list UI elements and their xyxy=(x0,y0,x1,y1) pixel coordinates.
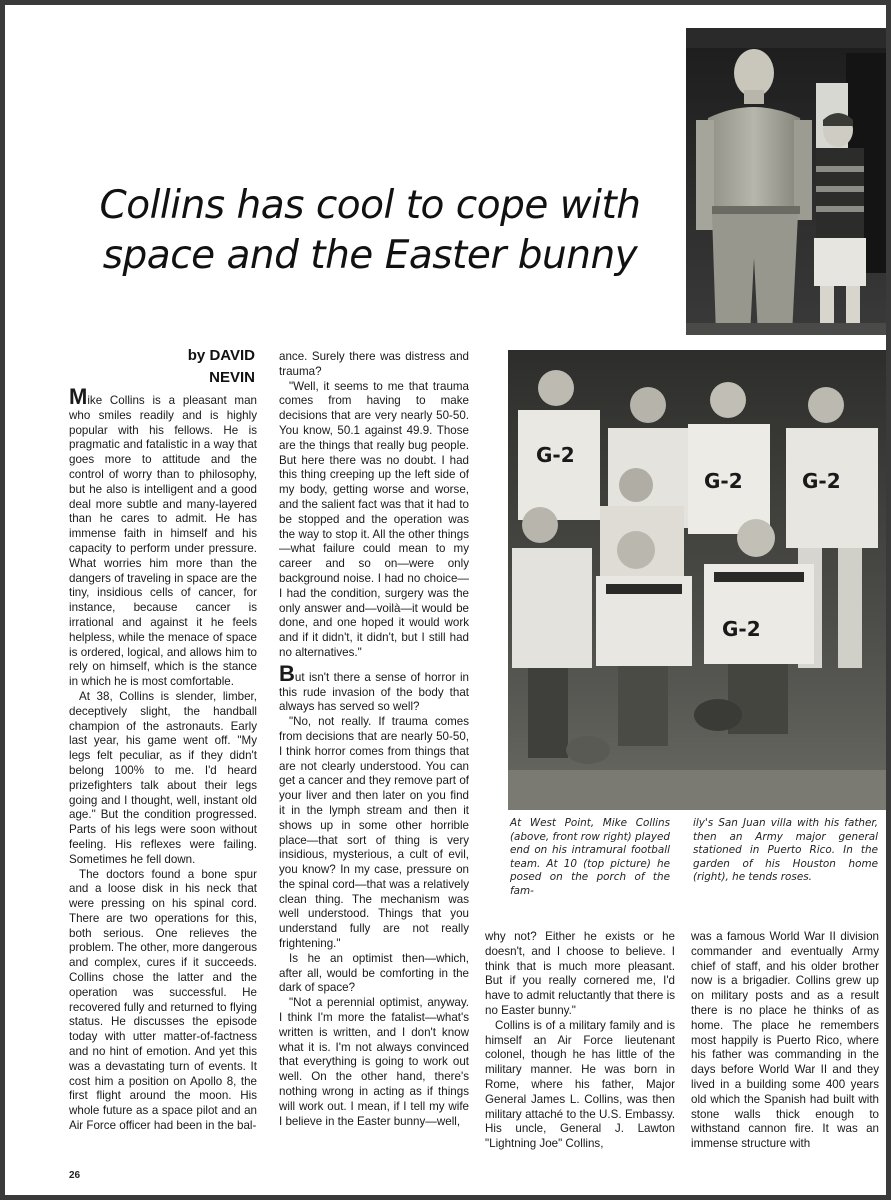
drop-cap: M xyxy=(69,384,88,409)
page-number: 26 xyxy=(69,1170,81,1181)
article-column-3 xyxy=(485,930,675,1182)
photo-caption-left: At West Point, Mike Collins (above, front row right) played end on his intramural football team. At 10 (top picture) he posed on the porch of the fam- xyxy=(510,817,670,897)
byline-line-2: NEVIN xyxy=(209,369,255,386)
article-column-4 xyxy=(691,930,879,1182)
article-paragraph: "Well, it seems to me that trauma comes from having to make decisions that are very nearly 50-50. You know, 50.1 against 49.9. Those are the things that really bug people. But here there was no doubt. I had this thing creeping up the left side of my body, getting worse and worse, and the salient fact was that it had to be stopped and the operation was the way to stop it. All the other things—what failure could mean to my career and so on—were only background noise. I had no choice—I had the condition, surgery was the only answer and—voilà—it would be done, and one hoped it would work and if it didn't, it didn't, but I still had no alternatives." xyxy=(279,379,469,659)
article-column-2 xyxy=(279,350,469,1182)
article-paragraph xyxy=(69,384,257,690)
article-paragraph: The doctors found a bone spur and a loose disk in his neck that were pressing on his spinal cord. There are two operations for this, both serious. One relieves the problem. The other, more dangerous and complex, cures if it succeeds. Collins chose the latter and the operation was successful. He recovered fully and returned to flying status. He discusses the episode today with utter matter-of-factness and no hint of emotion. And yet this was a devastating turn of events. It cost him a position on Apollo 8, the first flight around the moon. His whole future as a space pilot and an Air Force officer had been in the bal- xyxy=(69,867,257,1133)
photo-caption-right: ily's San Juan villa with his father, then an Army major general stationed in Puerto Rico. In the garden of his Houston home (right), he tends roses. xyxy=(693,817,878,884)
headline-line-2: space and the Easter bunny xyxy=(102,233,638,278)
article-paragraph: Is he an optimist then—which, after all, would be comforting in the dark of space? xyxy=(279,951,469,995)
jersey-text: G-2 xyxy=(722,617,761,641)
photo-man-and-boy-icon xyxy=(686,28,886,335)
article-paragraph: was a famous World War II division commander and eventually Army chief of staff, and his older brother now is a brigadier. Collins grew up on military posts and as a result there is no place he thinks of as home. The place he remembers most happily is Puerto Rico, where his father was commanding in the days before World War II and they lived in a building some 400 years old which the Spanish had built with stone walls thick enough to withstand cannon fire. It was an immense structure with xyxy=(691,930,879,1151)
paragraph-text: ike Collins is a pleasant man who smiles readily and is highly popular with his fellows. He is pragmatic and fatalistic in a way that goes more to attitude and the control of worry than to philosophy, but he also is intelligent and a good deal more subtle and many-layered than he cares to admit. He has immense faith in himself and his capacity to perform under pressure. What worries him more than the dangers of traveling in space are the tiny, insidious cells of cancer, for instance, because cancer is irrational and against it he feels helpless, while the menace of space is ordered, logical, and allows him to rely on himself, which is the stance in which he is most comfortable. xyxy=(69,394,257,689)
headline xyxy=(65,181,675,281)
article-paragraph: ance. Surely there was distress and trauma? xyxy=(279,350,469,378)
photo-football-team xyxy=(508,350,886,810)
article-paragraph xyxy=(279,660,469,715)
article-column-1 xyxy=(69,384,257,1180)
photo-football-team-icon xyxy=(508,350,886,810)
paragraph-text: ut isn't there a sense of horror in this rude invasion of the body that always has served so well? xyxy=(279,670,469,714)
article-paragraph: why not? Either he exists or he doesn't, and I choose to believe. I think that is much more pleasant. But if you really cornered me, I'd have to admit reluctantly that there is no Easter bunny." xyxy=(485,930,675,1017)
article-paragraph: "No, not really. If trauma comes from decisions that are nearly 50-50, I think horror comes from things that are not clearly understood. You can get a cancer and they remove part of your liver and then later on you find it in the lymph stream and then it shows up in some other horrible place—that sort of thing is very insidious, mysterious, a cult of evil, you know? In my case, pressure on the spinal cord—that was a relatively clean thing. The mechanism was well understood. Things that you understand fully are not really frightening." xyxy=(279,715,469,951)
headline-line-1: Collins has cool to cope with xyxy=(99,183,641,228)
article-paragraph: Collins is of a military family and is himself an Air Force lieutenant colonel, though he has little of the military manner. He was born in Rome, where his father, Major General James L. Collins, was then military attaché to the U.S. Embassy. His uncle, General J. Lawton "Lightning Joe" Collins, xyxy=(485,1018,675,1151)
byline xyxy=(125,345,255,389)
jersey-text: G-2 xyxy=(536,443,575,467)
magazine-page xyxy=(5,5,886,1195)
byline-line-1: by DAVID xyxy=(187,347,255,364)
jersey-text: G-2 xyxy=(704,469,743,493)
article-paragraph: At 38, Collins is slender, limber, deceptively slight, the handball champion of the astronauts. Early last year, his game went off. "My legs felt peculiar, as if they didn't belong 100% to me. I'd heard prizefighters talk about their legs going and I thought, well, instant old age." But the condition progressed. Parts of his legs were soon without feeling. His reflexes were failing. Sometimes he fell down. xyxy=(69,689,257,866)
jersey-text: G-2 xyxy=(802,469,841,493)
article-paragraph: "Not a perennial optimist, anyway. I think I'm more the fatalist—what's written is written, and I don't know what it is. I'm not always convinced that everything is going to work out well. On the other hand, there's nothing wrong in acting as if things will work out. I mean, if I tell my wife I believe in the Easter bunny—well, xyxy=(279,996,469,1128)
photo-man-and-boy xyxy=(686,28,886,335)
drop-cap: B xyxy=(279,660,295,686)
